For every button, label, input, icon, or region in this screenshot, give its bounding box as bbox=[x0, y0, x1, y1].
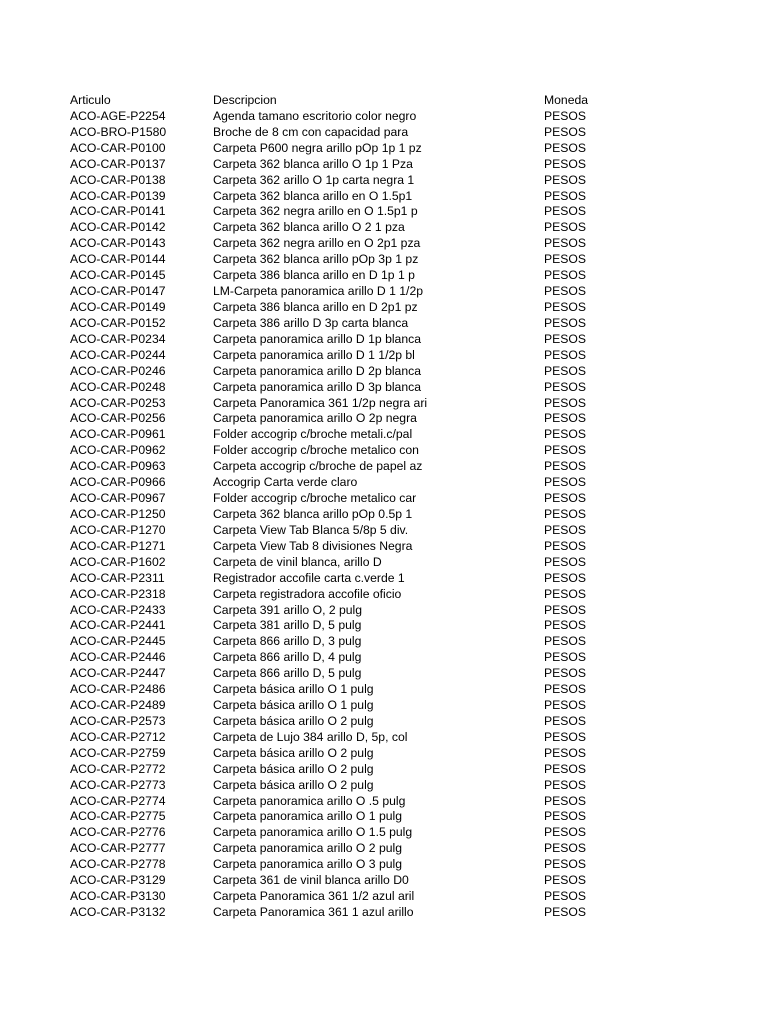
cell-moneda: PESOS bbox=[544, 793, 586, 808]
table-row bbox=[0, 618, 768, 634]
table-row bbox=[0, 730, 768, 746]
table-row bbox=[0, 189, 768, 205]
cell-moneda: PESOS bbox=[544, 252, 586, 267]
cell-descripcion: Carpeta Panoramica 361 1/2p negra ari bbox=[213, 395, 428, 410]
cell-articulo: ACO-CAR-P0234 bbox=[70, 331, 166, 346]
cell-moneda: PESOS bbox=[544, 666, 586, 681]
cell-moneda: PESOS bbox=[544, 299, 586, 314]
cell-moneda: PESOS bbox=[544, 204, 586, 219]
cell-moneda: PESOS bbox=[544, 554, 586, 569]
table-row bbox=[0, 857, 768, 873]
cell-articulo: ACO-CAR-P2433 bbox=[70, 602, 166, 617]
cell-moneda: PESOS bbox=[544, 124, 586, 139]
cell-articulo: ACO-CAR-P1602 bbox=[70, 554, 166, 569]
cell-descripcion: Carpeta 866 arillo D, 5 pulg bbox=[213, 666, 362, 681]
table-row bbox=[0, 650, 768, 666]
table-row bbox=[0, 682, 768, 698]
cell-descripcion: Carpeta panoramica arillo O 2 pulg bbox=[213, 841, 403, 856]
cell-descripcion: Carpeta básica arillo O 2 pulg bbox=[213, 777, 374, 792]
table-row bbox=[0, 539, 768, 555]
cell-moneda: PESOS bbox=[544, 570, 586, 585]
cell-articulo: ACO-CAR-P0248 bbox=[70, 379, 166, 394]
cell-articulo: ACO-AGE-P2254 bbox=[70, 108, 166, 123]
table-row bbox=[0, 825, 768, 841]
cell-descripcion: Agenda tamano escritorio color negro bbox=[213, 108, 417, 123]
cell-descripcion: Carpeta 361 de vinil blanca arillo D0 bbox=[213, 873, 409, 888]
cell-articulo: ACO-CAR-P1271 bbox=[70, 538, 166, 553]
cell-moneda: PESOS bbox=[544, 363, 586, 378]
cell-articulo: ACO-CAR-P3130 bbox=[70, 889, 166, 904]
cell-descripcion: Carpeta registradora accofile oficio bbox=[213, 586, 402, 601]
cell-descripcion: Carpeta View Tab 8 divisiones Negra bbox=[213, 538, 413, 553]
cell-moneda: PESOS bbox=[544, 745, 586, 760]
cell-articulo: ACO-CAR-P0137 bbox=[70, 156, 166, 171]
cell-moneda: PESOS bbox=[544, 857, 586, 872]
cell-articulo: ACO-CAR-P0962 bbox=[70, 443, 166, 458]
table-row bbox=[0, 571, 768, 587]
table-row bbox=[0, 443, 768, 459]
table-body bbox=[0, 109, 768, 921]
cell-articulo: ACO-CAR-P0100 bbox=[70, 140, 166, 155]
cell-articulo: ACO-CAR-P2772 bbox=[70, 761, 166, 776]
table-row bbox=[0, 173, 768, 189]
cell-articulo: ACO-CAR-P2573 bbox=[70, 713, 166, 728]
cell-moneda: PESOS bbox=[544, 522, 586, 537]
cell-descripcion: Carpeta panoramica arillo D 1 1/2p bl bbox=[213, 347, 415, 362]
cell-descripcion: Folder accogrip c/broche metalico con bbox=[213, 443, 419, 458]
table-row bbox=[0, 316, 768, 332]
cell-descripcion: Carpeta de vinil blanca, arillo D bbox=[213, 554, 382, 569]
cell-moneda: PESOS bbox=[544, 443, 586, 458]
cell-articulo: ACO-CAR-P0152 bbox=[70, 315, 166, 330]
cell-articulo: ACO-CAR-P2773 bbox=[70, 777, 166, 792]
cell-articulo: ACO-CAR-P2486 bbox=[70, 682, 166, 697]
table-row bbox=[0, 889, 768, 905]
cell-articulo: ACO-CAR-P2446 bbox=[70, 650, 166, 665]
cell-articulo: ACO-CAR-P0253 bbox=[70, 395, 166, 410]
cell-moneda: PESOS bbox=[544, 634, 586, 649]
price-list-table bbox=[0, 93, 768, 921]
table-row bbox=[0, 841, 768, 857]
cell-articulo: ACO-CAR-P2318 bbox=[70, 586, 166, 601]
cell-descripcion: Carpeta básica arillo O 1 pulg bbox=[213, 682, 374, 697]
cell-articulo: ACO-CAR-P2445 bbox=[70, 634, 166, 649]
cell-moneda: PESOS bbox=[544, 873, 586, 888]
cell-moneda: PESOS bbox=[544, 140, 586, 155]
table-row bbox=[0, 714, 768, 730]
cell-descripcion: Carpeta panoramica arillo O 3 pulg bbox=[213, 857, 403, 872]
cell-moneda: PESOS bbox=[544, 777, 586, 792]
cell-moneda: PESOS bbox=[544, 379, 586, 394]
column-header-moneda: Moneda bbox=[544, 93, 589, 107]
cell-moneda: PESOS bbox=[544, 459, 586, 474]
cell-moneda: PESOS bbox=[544, 713, 586, 728]
cell-descripcion: Carpeta 362 blanca arillo en O 1.5p1 bbox=[213, 188, 413, 203]
table-row bbox=[0, 746, 768, 762]
cell-articulo: ACO-CAR-P3132 bbox=[70, 905, 166, 920]
cell-moneda: PESOS bbox=[544, 586, 586, 601]
table-row bbox=[0, 204, 768, 220]
cell-descripcion: Carpeta accogrip c/broche de papel az bbox=[213, 459, 423, 474]
cell-descripcion: Carpeta básica arillo O 2 pulg bbox=[213, 761, 374, 776]
cell-articulo: ACO-CAR-P2712 bbox=[70, 729, 166, 744]
table-row bbox=[0, 491, 768, 507]
cell-moneda: PESOS bbox=[544, 395, 586, 410]
cell-descripcion: Carpeta 362 arillo O 1p carta negra 1 bbox=[213, 172, 415, 187]
cell-articulo: ACO-CAR-P0139 bbox=[70, 188, 166, 203]
cell-descripcion: Carpeta 362 blanca arillo pOp 3p 1 pz bbox=[213, 252, 419, 267]
cell-articulo: ACO-CAR-P0246 bbox=[70, 363, 166, 378]
cell-moneda: PESOS bbox=[544, 506, 586, 521]
cell-articulo: ACO-CAR-P2311 bbox=[70, 570, 165, 585]
table-row bbox=[0, 809, 768, 825]
cell-moneda: PESOS bbox=[544, 841, 586, 856]
cell-moneda: PESOS bbox=[544, 809, 586, 824]
table-row bbox=[0, 236, 768, 252]
cell-descripcion: Carpeta P600 negra arillo pOp 1p 1 pz bbox=[213, 140, 422, 155]
cell-descripcion: Carpeta básica arillo O 2 pulg bbox=[213, 713, 374, 728]
cell-descripcion: Carpeta View Tab Blanca 5/8p 5 div. bbox=[213, 522, 409, 537]
cell-descripcion: Carpeta panoramica arillo D 1p blanca bbox=[213, 331, 421, 346]
column-header-articulo: Articulo bbox=[70, 93, 111, 107]
table-row bbox=[0, 873, 768, 889]
cell-articulo: ACO-CAR-P2447 bbox=[70, 666, 166, 681]
cell-descripcion: Carpeta panoramica arillo O 2p negra bbox=[213, 411, 417, 426]
cell-articulo: ACO-CAR-P2775 bbox=[70, 809, 166, 824]
cell-articulo: ACO-CAR-P0143 bbox=[70, 236, 166, 251]
cell-articulo: ACO-BRO-P1580 bbox=[70, 124, 167, 139]
cell-descripcion: Carpeta panoramica arillo D 2p blanca bbox=[213, 363, 421, 378]
table-row bbox=[0, 141, 768, 157]
table-row bbox=[0, 507, 768, 523]
cell-moneda: PESOS bbox=[544, 427, 586, 442]
table-row bbox=[0, 284, 768, 300]
cell-moneda: PESOS bbox=[544, 889, 586, 904]
table-row bbox=[0, 268, 768, 284]
cell-articulo: ACO-CAR-P0966 bbox=[70, 475, 166, 490]
table-row bbox=[0, 523, 768, 539]
table-row bbox=[0, 634, 768, 650]
cell-descripcion: Carpeta 386 blanca arillo en D 2p1 pz bbox=[213, 299, 418, 314]
cell-moneda: PESOS bbox=[544, 538, 586, 553]
cell-moneda: PESOS bbox=[544, 905, 586, 920]
cell-moneda: PESOS bbox=[544, 172, 586, 187]
cell-descripcion: Carpeta 362 blanca arillo O 2 1 pza bbox=[213, 220, 405, 235]
cell-articulo: ACO-CAR-P2777 bbox=[70, 841, 166, 856]
cell-articulo: ACO-CAR-P2759 bbox=[70, 745, 166, 760]
cell-articulo: ACO-CAR-P0961 bbox=[70, 427, 166, 442]
cell-descripcion: Folder accogrip c/broche metali.c/pal bbox=[213, 427, 413, 442]
cell-moneda: PESOS bbox=[544, 491, 586, 506]
cell-articulo: ACO-CAR-P2489 bbox=[70, 698, 166, 713]
cell-articulo: ACO-CAR-P2441 bbox=[70, 618, 166, 633]
table-row bbox=[0, 364, 768, 380]
cell-descripcion: Carpeta panoramica arillo O 1 pulg bbox=[213, 809, 403, 824]
table-row bbox=[0, 380, 768, 396]
cell-articulo: ACO-CAR-P2778 bbox=[70, 857, 166, 872]
table-row bbox=[0, 157, 768, 173]
cell-descripcion: LM-Carpeta panoramica arillo D 1 1/2p bbox=[213, 284, 423, 299]
cell-moneda: PESOS bbox=[544, 761, 586, 776]
cell-moneda: PESOS bbox=[544, 650, 586, 665]
table-row bbox=[0, 475, 768, 491]
cell-articulo: ACO-CAR-P2774 bbox=[70, 793, 166, 808]
cell-moneda: PESOS bbox=[544, 268, 586, 283]
cell-descripcion: Carpeta 391 arillo O, 2 pulg bbox=[213, 602, 363, 617]
table-row bbox=[0, 348, 768, 364]
cell-descripcion: Folder accogrip c/broche metalico car bbox=[213, 491, 417, 506]
table-row bbox=[0, 555, 768, 571]
table-row bbox=[0, 252, 768, 268]
table-row bbox=[0, 459, 768, 475]
cell-moneda: PESOS bbox=[544, 698, 586, 713]
cell-articulo: ACO-CAR-P2776 bbox=[70, 825, 166, 840]
table-row bbox=[0, 332, 768, 348]
cell-descripcion: Carpeta básica arillo O 1 pulg bbox=[213, 698, 374, 713]
cell-moneda: PESOS bbox=[544, 825, 586, 840]
table-row bbox=[0, 587, 768, 603]
cell-descripcion: Carpeta 362 negra arillo en O 1.5p1 p bbox=[213, 204, 418, 219]
table-row bbox=[0, 905, 768, 921]
cell-moneda: PESOS bbox=[544, 411, 586, 426]
cell-descripcion: Carpeta 362 negra arillo en O 2p1 pza bbox=[213, 236, 421, 251]
cell-moneda: PESOS bbox=[544, 618, 586, 633]
table-row bbox=[0, 300, 768, 316]
cell-descripcion: Carpeta Panoramica 361 1 azul arillo bbox=[213, 905, 414, 920]
cell-articulo: ACO-CAR-P0244 bbox=[70, 347, 166, 362]
cell-moneda: PESOS bbox=[544, 315, 586, 330]
cell-moneda: PESOS bbox=[544, 156, 586, 171]
cell-articulo: ACO-CAR-P0967 bbox=[70, 491, 166, 506]
cell-articulo: ACO-CAR-P0145 bbox=[70, 268, 166, 283]
cell-articulo: ACO-CAR-P0141 bbox=[70, 204, 166, 219]
cell-moneda: PESOS bbox=[544, 188, 586, 203]
cell-moneda: PESOS bbox=[544, 331, 586, 346]
cell-descripcion: Carpeta 362 blanca arillo O 1p 1 Pza bbox=[213, 156, 413, 171]
cell-descripcion: Carpeta panoramica arillo D 3p blanca bbox=[213, 379, 421, 394]
cell-descripcion: Carpeta 386 arillo D 3p carta blanca bbox=[213, 315, 409, 330]
table-row bbox=[0, 109, 768, 125]
cell-moneda: PESOS bbox=[544, 682, 586, 697]
cell-moneda: PESOS bbox=[544, 347, 586, 362]
table-row bbox=[0, 778, 768, 794]
cell-descripcion: Carpeta 866 arillo D, 4 pulg bbox=[213, 650, 362, 665]
cell-descripcion: Broche de 8 cm con capacidad para bbox=[213, 124, 409, 139]
cell-moneda: PESOS bbox=[544, 108, 586, 123]
cell-moneda: PESOS bbox=[544, 236, 586, 251]
cell-articulo: ACO-CAR-P0149 bbox=[70, 299, 166, 314]
cell-articulo: ACO-CAR-P0142 bbox=[70, 220, 166, 235]
cell-articulo: ACO-CAR-P1250 bbox=[70, 506, 166, 521]
table-row bbox=[0, 603, 768, 619]
cell-moneda: PESOS bbox=[544, 220, 586, 235]
table-row bbox=[0, 427, 768, 443]
cell-moneda: PESOS bbox=[544, 729, 586, 744]
cell-articulo: ACO-CAR-P0256 bbox=[70, 411, 166, 426]
cell-descripcion: Carpeta de Lujo 384 arillo D, 5p, col bbox=[213, 729, 408, 744]
table-row bbox=[0, 411, 768, 427]
cell-descripcion: Carpeta 866 arillo D, 3 pulg bbox=[213, 634, 362, 649]
cell-moneda: PESOS bbox=[544, 284, 586, 299]
table-row bbox=[0, 698, 768, 714]
table-row bbox=[0, 666, 768, 682]
cell-articulo: ACO-CAR-P0963 bbox=[70, 459, 166, 474]
table-row bbox=[0, 220, 768, 236]
cell-descripcion: Carpeta básica arillo O 2 pulg bbox=[213, 745, 374, 760]
table-row bbox=[0, 794, 768, 810]
cell-articulo: ACO-CAR-P0144 bbox=[70, 252, 166, 267]
column-header-descripcion: Descripcion bbox=[213, 93, 277, 107]
cell-articulo: ACO-CAR-P0147 bbox=[70, 284, 166, 299]
cell-moneda: PESOS bbox=[544, 602, 586, 617]
cell-descripcion: Carpeta 381 arillo D, 5 pulg bbox=[213, 618, 362, 633]
cell-descripcion: Carpeta 386 blanca arillo en D 1p 1 p bbox=[213, 268, 415, 283]
cell-descripcion: Carpeta panoramica arillo O 1.5 pulg bbox=[213, 825, 413, 840]
cell-articulo: ACO-CAR-P3129 bbox=[70, 873, 166, 888]
header-row bbox=[0, 93, 768, 109]
cell-descripcion: Carpeta panoramica arillo O .5 pulg bbox=[213, 793, 406, 808]
table-row bbox=[0, 396, 768, 412]
cell-descripcion: Accogrip Carta verde claro bbox=[213, 475, 358, 490]
cell-articulo: ACO-CAR-P0138 bbox=[70, 172, 166, 187]
cell-descripcion: Carpeta Panoramica 361 1/2 azul aril bbox=[213, 889, 415, 904]
cell-descripcion: Registrador accofile carta c.verde 1 bbox=[213, 570, 405, 585]
cell-moneda: PESOS bbox=[544, 475, 586, 490]
table-row bbox=[0, 762, 768, 778]
cell-descripcion: Carpeta 362 blanca arillo pOp 0.5p 1 bbox=[213, 506, 413, 521]
cell-articulo: ACO-CAR-P1270 bbox=[70, 522, 166, 537]
table-row bbox=[0, 125, 768, 141]
